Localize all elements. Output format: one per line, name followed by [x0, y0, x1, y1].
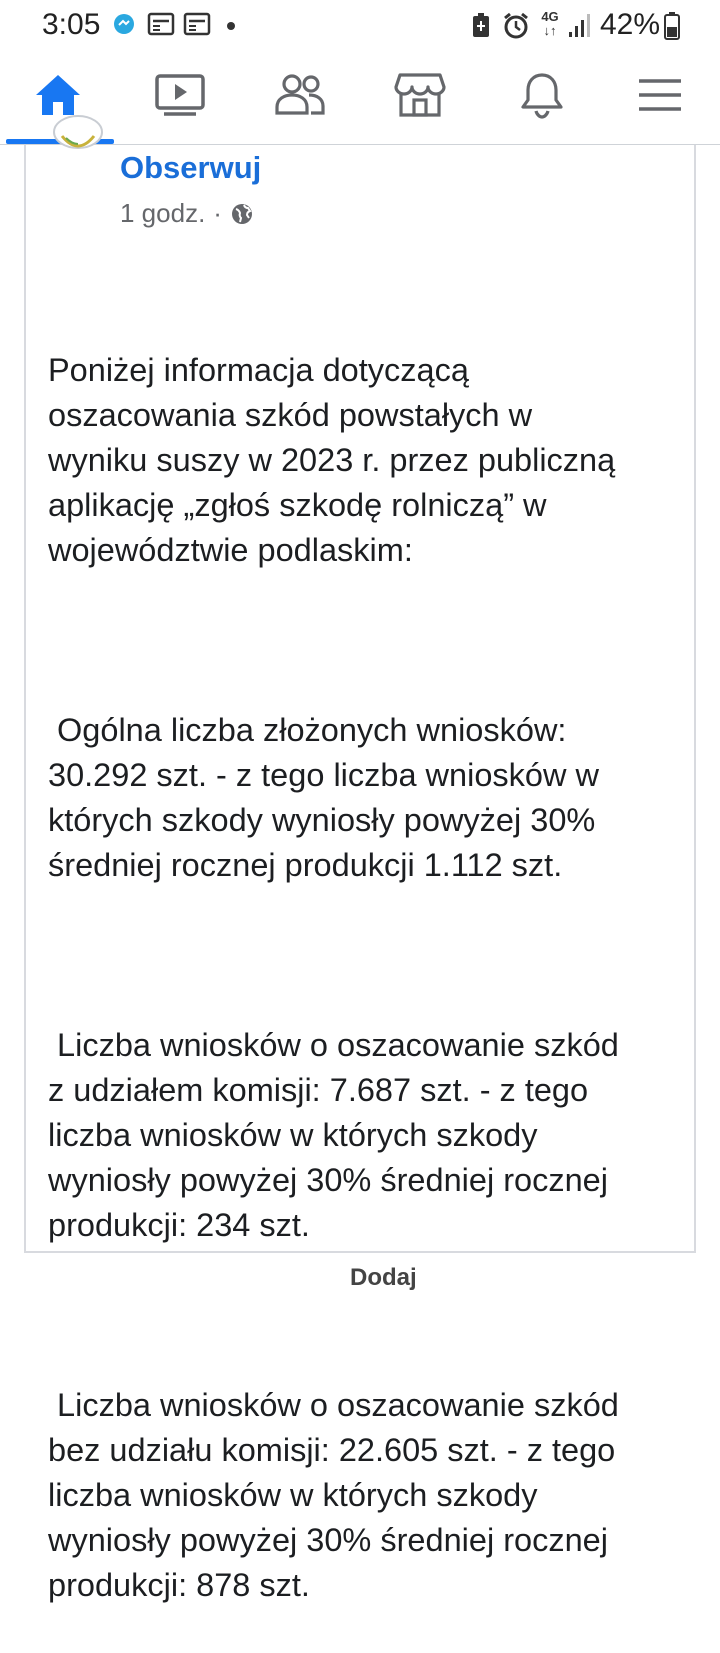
status-bar [0, 0, 720, 50]
network-type-label: 4G [541, 9, 559, 24]
post-meta [120, 198, 254, 229]
more-notifications-dot-icon [226, 18, 236, 36]
marketplace-icon [394, 72, 446, 118]
bell-icon [519, 71, 565, 119]
nav-marketplace[interactable] [385, 70, 455, 120]
globe-icon [230, 202, 254, 226]
post-paragraph: Liczba wniosków o oszacowanie szkód z udziałem komisji: 7.687 szt. - z tego liczba wniosków w których szkody wyniosły powyżej 30% średniej rocznej produkcji: 234 szt. [48, 1027, 619, 1243]
friends-icon [273, 73, 327, 117]
post-time[interactable]: 1 godz. [120, 198, 206, 228]
chat-notification-icon [112, 12, 136, 41]
news-icon-2 [184, 12, 210, 41]
battery-saver-icon [470, 12, 492, 43]
post-body [48, 258, 688, 1653]
battery-percent: 42% [600, 8, 661, 41]
news-icon [148, 12, 174, 41]
nav-notifications[interactable] [507, 70, 577, 120]
nav-home[interactable] [23, 70, 93, 120]
video-icon [154, 73, 206, 117]
status-time: 3:05 [42, 8, 101, 41]
alarm-icon [502, 12, 530, 45]
battery-icon [664, 12, 680, 45]
post-paragraph: Liczba wniosków o oszacowanie szkód bez udziału komisji: 22.605 szt. - z tego liczba wniosków w których szkody wyniosły powyżej 30% średniej rocznej produkcji: 878 szt. [48, 1387, 619, 1603]
menu-icon [636, 75, 684, 115]
nav-friends[interactable] [265, 70, 335, 120]
signal-icon [568, 12, 592, 43]
next-card-peek: Dodaj [350, 1264, 417, 1291]
nav-menu[interactable] [625, 70, 695, 120]
top-navigation [0, 50, 720, 145]
avatar-emblem-icon [50, 130, 106, 160]
page-avatar[interactable] [50, 130, 106, 160]
home-icon [33, 73, 83, 117]
post-paragraph: Poniżej informacja dotyczącą oszacowania szkód powstałych w wyniku suszy w 2023 r. przez publiczną aplikację „zgłoś szkodę rolniczą” w województwie podlaskim: [48, 352, 616, 568]
nav-video[interactable] [145, 70, 215, 120]
follow-button[interactable]: Obserwuj [120, 150, 262, 185]
network-type-icon: 4G ↓↑ [541, 9, 559, 38]
meta-separator: · [213, 198, 222, 228]
post-paragraph: Ogólna liczba złożonych wniosków: 30.292 szt. - z tego liczba wniosków w których szkody wyniosły powyżej 30% średniej rocznej produkcji 1.112 szt. [48, 712, 599, 883]
